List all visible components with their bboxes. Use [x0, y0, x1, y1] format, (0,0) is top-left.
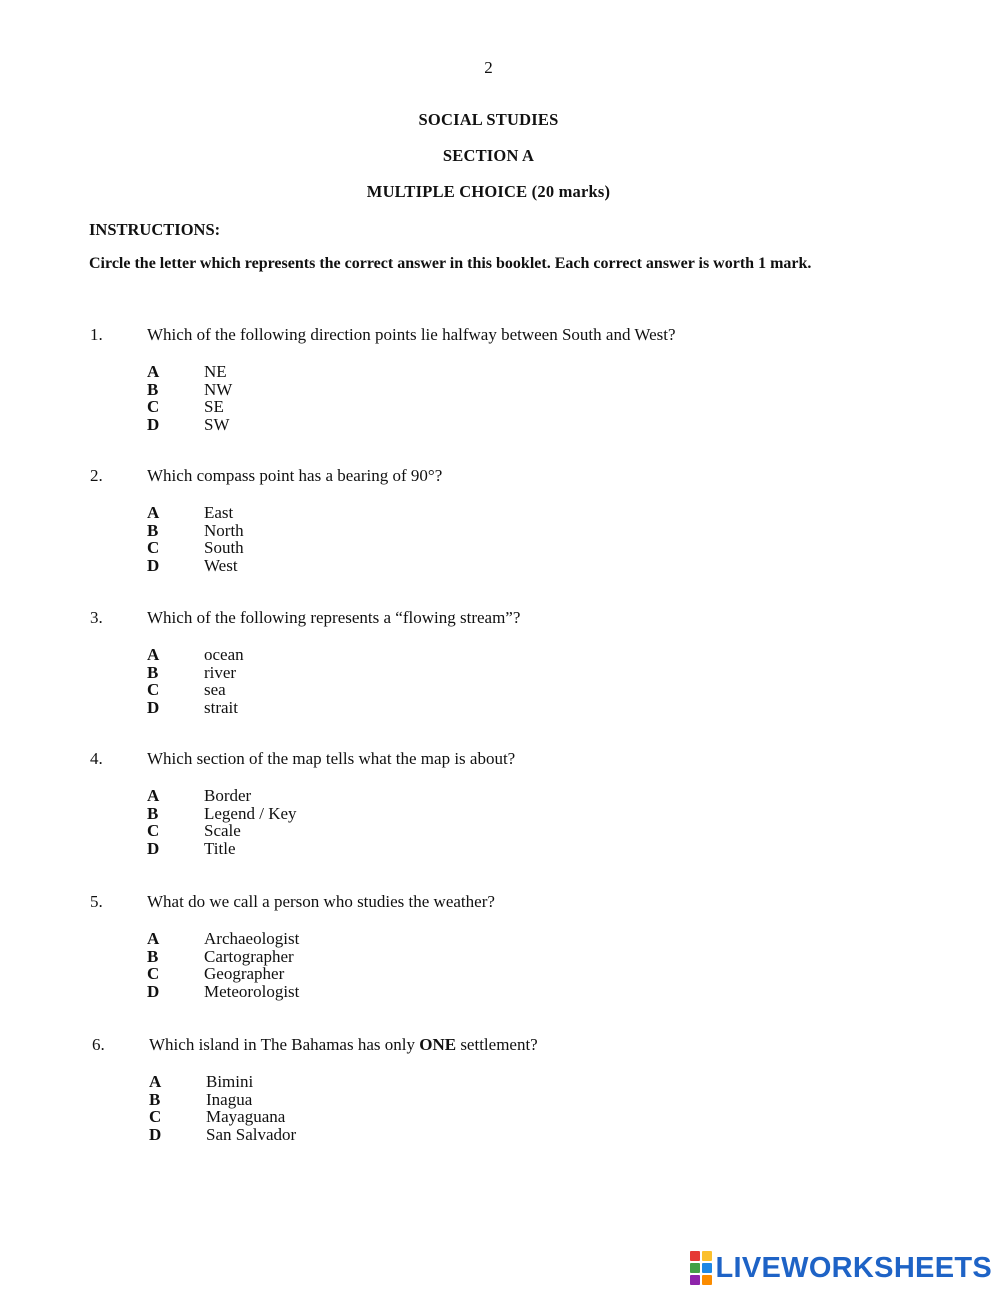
option-text: Title — [204, 839, 236, 859]
option-letter[interactable]: C — [147, 821, 160, 841]
logo-block — [702, 1275, 712, 1285]
option-text: Bimini — [206, 1072, 254, 1091]
options-list — [147, 646, 547, 717]
option-letter[interactable]: A — [147, 503, 160, 522]
option-text: San Salvador — [206, 1125, 297, 1145]
option-text: West — [204, 556, 238, 576]
option-b[interactable] — [149, 1091, 549, 1109]
option-letter[interactable]: B — [147, 379, 159, 399]
option-c[interactable] — [147, 822, 547, 840]
logo-text: LIVEWORKSHEETS — [715, 1251, 992, 1284]
option-letter[interactable]: B — [147, 946, 159, 966]
section-heading: SECTION A — [442, 146, 535, 165]
option-letter[interactable]: B — [147, 662, 159, 682]
option-text: NW — [204, 379, 233, 399]
options-list — [147, 787, 547, 858]
option-text: NE — [204, 362, 227, 381]
option-c[interactable] — [149, 1108, 549, 1126]
option-letter[interactable]: D — [147, 556, 160, 576]
question-number: 1. — [90, 325, 103, 344]
option-letter[interactable]: A — [147, 362, 160, 381]
question-text-part: Which island in The Bahamas has only — [149, 1035, 420, 1054]
instructions-label: INSTRUCTIONS: — [89, 220, 221, 239]
option-text: SW — [204, 415, 230, 435]
option-letter[interactable]: D — [149, 1125, 162, 1145]
option-letter[interactable]: C — [147, 397, 160, 417]
option-letter[interactable]: B — [147, 803, 159, 823]
liveworksheets-logo — [690, 1251, 993, 1285]
option-d[interactable] — [149, 1126, 549, 1144]
question-type-heading: MULTIPLE CHOICE (20 marks) — [366, 182, 611, 201]
option-text: East — [204, 503, 234, 522]
option-text: Inagua — [206, 1089, 253, 1109]
option-letter[interactable]: D — [147, 839, 160, 859]
option-text: South — [204, 538, 244, 558]
logo-block — [690, 1263, 700, 1273]
option-d[interactable] — [147, 699, 547, 717]
option-text: Meteorologist — [204, 982, 300, 1002]
option-d[interactable] — [147, 840, 547, 858]
question-number: 5. — [90, 892, 103, 911]
options-list — [147, 504, 547, 575]
option-letter[interactable]: D — [147, 415, 160, 435]
subject-heading: SOCIAL STUDIES — [418, 110, 559, 129]
option-letter[interactable]: B — [149, 1089, 161, 1109]
option-text: strait — [204, 698, 238, 718]
question-number: 4. — [90, 749, 103, 768]
question-text: Which section of the map tells what the map is about? — [147, 749, 516, 768]
option-c[interactable] — [147, 965, 547, 983]
question-number: 6. — [92, 1035, 105, 1054]
option-text: sea — [204, 680, 226, 700]
question-text: Which compass point has a bearing of 90°? — [147, 466, 443, 485]
option-text: Mayaguana — [206, 1107, 286, 1127]
option-text: Border — [204, 786, 252, 805]
option-c[interactable] — [147, 539, 547, 557]
option-a[interactable] — [147, 504, 547, 522]
option-letter[interactable]: C — [147, 964, 160, 984]
question-text: Which of the following direction points lie halfway between South and West? — [147, 325, 676, 344]
option-text: Geographer — [204, 964, 285, 984]
options-list — [149, 1073, 549, 1144]
question-text-part: settlement? — [456, 1035, 538, 1054]
question-text — [149, 1035, 538, 1055]
logo-blocks-icon — [690, 1251, 712, 1285]
option-d[interactable] — [147, 983, 547, 1001]
option-text: Scale — [204, 821, 241, 841]
logo-block — [690, 1275, 700, 1285]
option-b[interactable] — [147, 805, 547, 823]
option-letter[interactable]: A — [147, 645, 160, 664]
option-a[interactable] — [147, 787, 547, 805]
option-b[interactable] — [147, 948, 547, 966]
option-letter[interactable]: D — [147, 698, 160, 718]
question-text-emphasis: ONE — [419, 1035, 457, 1054]
question-text: What do we call a person who studies the weather? — [147, 892, 495, 911]
option-letter[interactable]: D — [147, 982, 160, 1002]
option-letter[interactable]: A — [149, 1072, 162, 1091]
option-c[interactable] — [147, 398, 547, 416]
logo-block — [702, 1263, 712, 1273]
option-text: Archaeologist — [204, 929, 300, 948]
logo-block — [702, 1251, 712, 1261]
option-text: SE — [204, 397, 224, 417]
option-text: river — [204, 662, 237, 682]
option-letter[interactable]: B — [147, 520, 159, 540]
option-letter[interactable]: A — [147, 929, 160, 948]
logo-block — [690, 1251, 700, 1261]
option-letter[interactable]: C — [149, 1107, 162, 1127]
option-b[interactable] — [147, 522, 547, 540]
option-text: North — [204, 520, 244, 540]
option-a[interactable] — [147, 363, 547, 381]
option-d[interactable] — [147, 416, 547, 434]
option-a[interactable] — [147, 646, 547, 664]
option-b[interactable] — [147, 381, 547, 399]
question-text: Which of the following represents a “flowing stream”? — [147, 608, 521, 627]
option-a[interactable] — [149, 1073, 549, 1091]
question-number: 2. — [90, 466, 103, 485]
options-list — [147, 363, 547, 434]
option-text: Cartographer — [204, 946, 294, 966]
page-number: 2 — [484, 58, 493, 77]
option-letter[interactable]: C — [147, 680, 160, 700]
option-text: ocean — [204, 645, 244, 664]
instructions-text: Circle the letter which represents the correct answer in this booklet. Each correct answer is worth 1 mark. — [89, 255, 812, 272]
options-list — [147, 930, 547, 1001]
option-c[interactable] — [147, 681, 547, 699]
option-letter[interactable]: A — [147, 786, 160, 805]
option-text: Legend / Key — [204, 803, 297, 823]
question-number: 3. — [90, 608, 103, 627]
option-a[interactable] — [147, 930, 547, 948]
option-b[interactable] — [147, 664, 547, 682]
option-d[interactable] — [147, 557, 547, 575]
option-letter[interactable]: C — [147, 538, 160, 558]
